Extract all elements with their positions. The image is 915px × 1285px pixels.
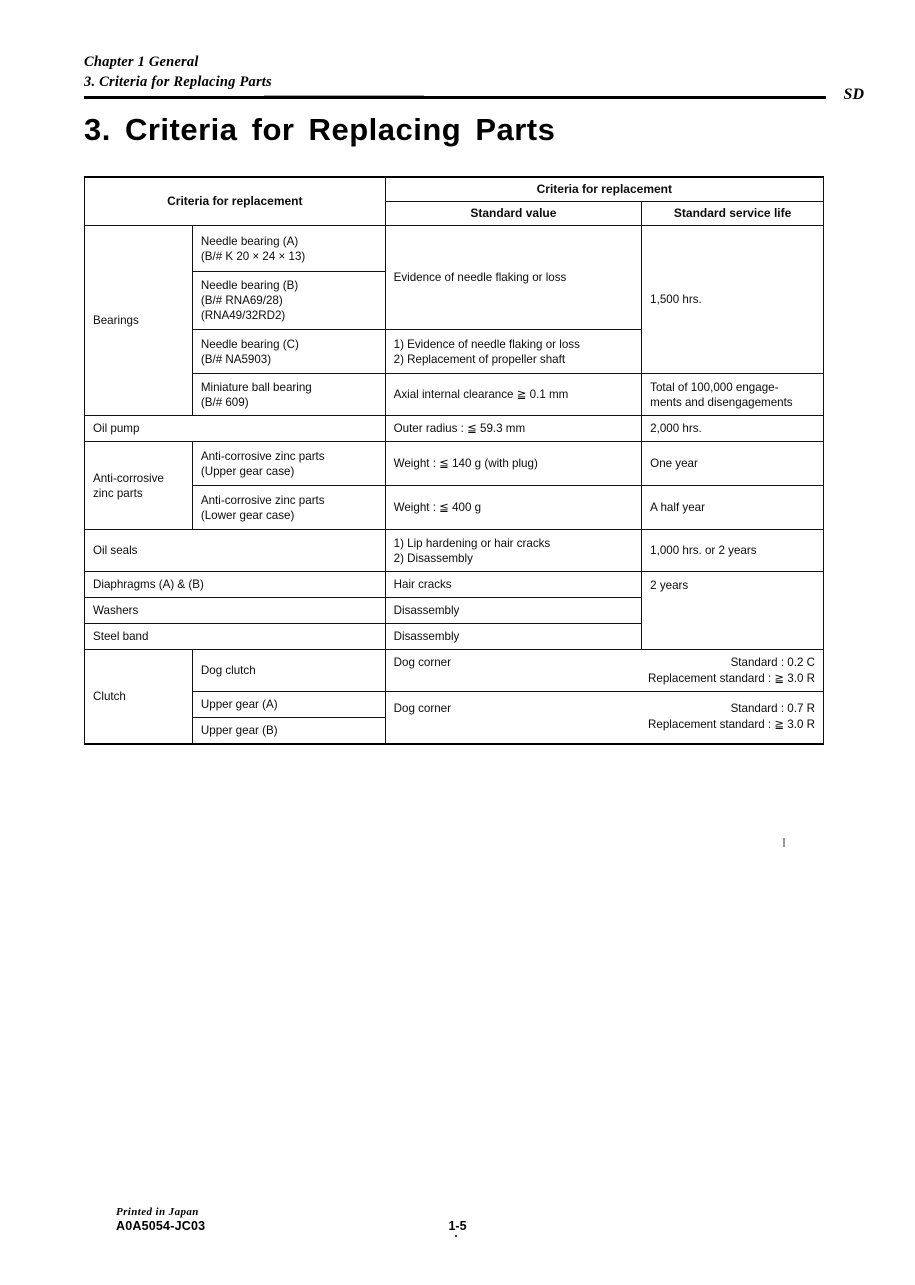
- table-header-row-1: [85, 177, 824, 202]
- value-needle-bearing-c: [385, 330, 642, 374]
- item-line: (B/# RNA69/28): [200, 294, 283, 307]
- value-replacement-standard: Replacement standard : ≧ 3.0 R: [648, 718, 815, 732]
- row-group-washers: Washers: [85, 598, 386, 624]
- value-label: Dog corner: [393, 655, 451, 669]
- life-zinc-lower: A half year: [642, 486, 824, 530]
- item-zinc-upper-gear-case: [192, 442, 385, 486]
- item-line: (Lower gear case): [200, 508, 295, 522]
- item-needle-bearing-b: [192, 272, 385, 330]
- page-title: 3. Criteria for Replacing Parts: [84, 112, 556, 147]
- item-line: (B/# 609): [200, 395, 249, 409]
- page-number: 1-5: [448, 1219, 467, 1233]
- item-needle-bearing-a: [192, 226, 385, 272]
- value-zinc-upper: Weight : ≦ 140 g (with plug): [385, 442, 642, 486]
- value-line: 1) Lip hardening or hair cracks: [393, 536, 551, 550]
- header-rule: [84, 96, 826, 99]
- life-diaphragms-2-years: 2 years: [642, 572, 824, 650]
- item-line: (Upper gear case): [200, 464, 295, 478]
- sd-marker: SD: [843, 86, 864, 103]
- header-right-group: Criteria for replacement: [385, 177, 823, 202]
- item-line: Miniature ball bearing: [200, 380, 312, 394]
- item-dog-clutch: Dog clutch: [192, 650, 385, 692]
- item-upper-gear-b: Upper gear (B): [192, 718, 385, 744]
- header-standard-service-life: Standard service life: [642, 202, 824, 226]
- row-group-diaphragms: Diaphragms (A) & (B): [85, 572, 386, 598]
- table-row: [85, 530, 824, 572]
- value-diaphragms: Hair cracks: [385, 572, 642, 598]
- value-oil-pump: Outer radius : ≦ 59.3 mm: [385, 416, 642, 442]
- header-left-group: Criteria for replacement: [85, 177, 386, 226]
- life-oil-seals: 1,000 hrs. or 2 years: [642, 530, 824, 572]
- item-needle-bearing-c: [192, 330, 385, 374]
- running-head-section: 3. Criteria for Replacing Parts: [84, 74, 272, 90]
- table-row: [85, 486, 824, 530]
- value-line: 2) Disassembly: [393, 551, 473, 565]
- value-dual-line: [394, 655, 815, 671]
- running-head-chapter: Chapter 1 General: [84, 54, 199, 70]
- page-footer: [0, 1205, 915, 1245]
- value-dog-clutch: [385, 650, 823, 692]
- value-axial-clearance: Axial internal clearance ≧ 0.1 mm: [385, 374, 642, 416]
- value-dual-line: [394, 717, 815, 733]
- item-miniature-ball-bearing: [192, 374, 385, 416]
- table-row: [85, 374, 824, 416]
- value-line: 2) Replacement of propeller shaft: [393, 352, 566, 366]
- value-washers: Disassembly: [385, 598, 642, 624]
- item-line: Anti-corrosive zinc parts: [200, 493, 325, 507]
- table-row: [85, 572, 824, 598]
- life-line: ments and disengagements: [650, 395, 793, 409]
- criteria-table-wrap: [84, 176, 824, 745]
- value-dual-line: [394, 671, 815, 687]
- table-row: [85, 226, 824, 272]
- value-zinc-lower: Weight : ≦ 400 g: [385, 486, 642, 530]
- value-label: Dog corner: [393, 702, 451, 716]
- value-line: 1) Evidence of needle flaking or loss: [393, 337, 580, 351]
- value-upper-gear: [385, 692, 823, 744]
- item-line: (B/# NA5903): [200, 352, 272, 366]
- item-line: Needle bearing (A): [200, 234, 299, 248]
- item-upper-gear-a: Upper gear (A): [192, 692, 385, 718]
- value-replacement-standard: Replacement standard : ≧ 3.0 R: [648, 671, 815, 685]
- row-group-bearings: Bearings: [85, 226, 193, 416]
- table-row: [85, 416, 824, 442]
- value-standard: Standard : 0.2 C: [730, 655, 815, 669]
- group-line: zinc parts: [93, 486, 143, 500]
- row-group-clutch: Clutch: [85, 650, 193, 744]
- page-speck: [783, 838, 785, 847]
- running-head: [84, 52, 864, 92]
- row-group-steel-band: Steel band: [85, 624, 386, 650]
- value-oil-seals: [385, 530, 642, 572]
- item-line: (B/# K 20 × 24 × 13): [200, 249, 306, 263]
- table-row: [85, 692, 824, 718]
- life-zinc-upper: One year: [642, 442, 824, 486]
- row-group-oil-seals: Oil seals: [85, 530, 386, 572]
- life-1500-hrs: 1,500 hrs.: [642, 226, 824, 374]
- value-standard: Standard : 0.7 R: [730, 702, 815, 716]
- life-line: Total of 100,000 engage-: [650, 380, 779, 394]
- row-group-oil-pump: Oil pump: [85, 416, 386, 442]
- item-zinc-lower-gear-case: [192, 486, 385, 530]
- item-line: (RNA49/32RD2): [200, 309, 286, 322]
- document-code: A0A5054-JC03: [116, 1219, 206, 1233]
- criteria-table: [84, 176, 824, 745]
- item-line: Anti-corrosive zinc parts: [200, 449, 325, 463]
- item-line: Needle bearing (C): [200, 337, 299, 351]
- footer-speck: [455, 1235, 457, 1237]
- row-group-anti-corrosive-zinc-parts: [85, 442, 193, 530]
- printed-in-japan: Printed in Japan: [116, 1206, 199, 1218]
- life-oil-pump: 2,000 hrs.: [642, 416, 824, 442]
- table-row: [85, 442, 824, 486]
- header-standard-value: Standard value: [385, 202, 642, 226]
- value-dual-line: [394, 701, 815, 717]
- header-rule-wrap: [84, 86, 864, 106]
- life-total-engagements: [642, 374, 824, 416]
- group-line: Anti-corrosive: [93, 471, 164, 485]
- value-steel-band: Disassembly: [385, 624, 642, 650]
- table-row: [85, 650, 824, 692]
- item-line: Needle bearing (B): [200, 279, 299, 292]
- value-evidence-flaking: Evidence of needle flaking or loss: [385, 226, 642, 330]
